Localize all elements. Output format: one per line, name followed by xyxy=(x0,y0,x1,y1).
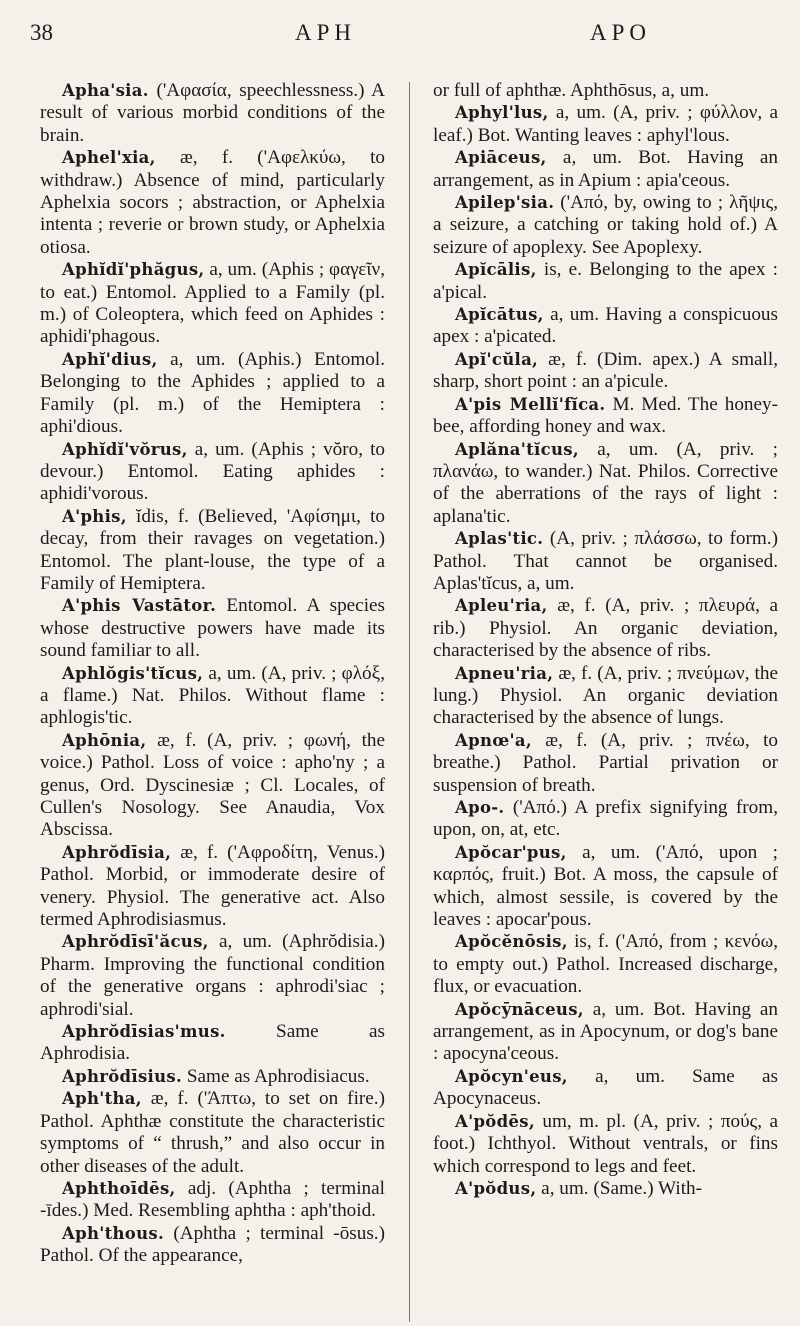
running-head-right: APO xyxy=(590,20,652,45)
entry-headword: Aph'tha, xyxy=(62,1089,142,1109)
entry-definition: (Aphtha ; terminal -ōsus.) Pathol. Of the appearance, xyxy=(40,1222,385,1267)
dictionary-entry xyxy=(433,528,778,595)
entry-headword: Aph'thous. xyxy=(62,1223,165,1243)
entry-definition: a, um. Bot. Having an arrangement, as in Apocynum, or dog's bane : apocyna'ceous. xyxy=(433,998,779,1065)
entry-headword: A'pis Mellĭ'fĭca. xyxy=(455,394,606,414)
dictionary-entry xyxy=(40,1066,385,1088)
dictionary-entry xyxy=(433,147,778,192)
entry-headword: Apŏcar'pus, xyxy=(455,842,567,862)
dictionary-entry xyxy=(40,1088,385,1178)
dictionary-entry xyxy=(433,1066,778,1111)
entry-definition: M. Med. The honey-bee, affording honey and wax. xyxy=(433,393,779,438)
entry-headword: Aplas'tic. xyxy=(455,529,544,549)
dictionary-entry xyxy=(433,595,778,662)
dictionary-entry xyxy=(433,80,778,102)
dictionary-entry xyxy=(433,304,778,349)
dictionary-entry xyxy=(433,1178,778,1200)
entry-headword: Aphrŏdīsia, xyxy=(62,842,172,862)
entry-definition: a, um. Bot. Having an arrangement, as in Apium : apia'ceous. xyxy=(433,147,779,191)
entry-definition: um, m. pl. (A, priv. ; πούς, a foot.) Ichthyol. Without ventrals, or fins which correspond to legs and feet. xyxy=(433,1110,778,1177)
entry-definition: adj. (Aphtha ; terminal -īdes.) Med. Resembling aphtha : aph'thoid. xyxy=(40,1177,385,1222)
entry-headword: Apiāceus, xyxy=(455,148,547,168)
dictionary-entry xyxy=(433,394,778,439)
entry-headword: Aphrŏdīsī'ăcus, xyxy=(62,932,209,952)
entry-definition: a, um. (A, priv. ; φλόξ, a flame.) Nat. Philos. Without flame : aphlogis'tic. xyxy=(40,662,385,729)
entry-definition: æ, f. ('Αφροδίτη, Venus.) Pathol. Morbid, or immoderate desire of venery. Physiol. The generative act. Also termed Aphrodisiasmus. xyxy=(40,841,385,931)
entry-definition: ('Από, by, owing to ; λῆψις, a seizure, a catching or taking hold of.) A seizure of apoplexy. See Apoplexy. xyxy=(433,192,778,258)
entry-headword: Apilep'sia. xyxy=(455,193,555,213)
dictionary-entry xyxy=(40,80,385,147)
dictionary-entry xyxy=(40,730,385,842)
dictionary-entry xyxy=(433,259,778,304)
entry-definition: ('Αφασία, speechlessness.) A result of various morbid conditions of the brain. xyxy=(40,80,385,146)
dictionary-entry xyxy=(433,1111,778,1178)
dictionary-entry xyxy=(40,506,385,596)
entry-headword: Aphel'xia, xyxy=(62,148,156,168)
page-header xyxy=(30,12,760,52)
entry-definition: æ, f. (Dim. apex.) A small, sharp, short point : an a'picule. xyxy=(433,348,779,393)
dictionary-entry xyxy=(433,663,778,730)
dictionary-entry xyxy=(433,931,778,998)
entry-definition: Same as Aphrodisia. xyxy=(40,1021,385,1065)
dictionary-entry xyxy=(40,1021,385,1066)
entry-headword: Aphrŏdīsius. xyxy=(62,1066,183,1086)
entry-headword: Aphlŏgis'tĭcus, xyxy=(62,663,204,683)
entry-headword: A'phis Vastātor. xyxy=(62,596,217,616)
entry-headword: Aphĭdĭ'vŏrus, xyxy=(62,439,188,459)
dictionary-entry xyxy=(433,730,778,797)
entry-definition: æ, f. (A, priv. ; φωνή, the voice.) Pathol. Loss of voice : apho'ny ; a genus, Ord. Dyscinesiæ ; Cl. Locales, of Cullen's Nosology. See Anaudia, Vox Abscissa. xyxy=(40,729,386,841)
entry-definition: a, um. (Aphis ; φαγεῖν, to eat.) Entomol. Applied to a Family (pl. m.) of Coleoptera, which feed on Aphides : aphidi'phagous. xyxy=(40,259,385,348)
entry-definition: Same as Aphrodisiacus. xyxy=(186,1065,370,1087)
entry-headword: Apnœ'a, xyxy=(455,730,532,750)
entry-definition: a, um. (Aphrŏdisia.) Pharm. Improving the functional condition of the generative organs : aphrodi'siac ; aphrodi'sial. xyxy=(40,931,385,1020)
dictionary-entry xyxy=(40,259,385,349)
page-number: 38 xyxy=(30,20,53,45)
entry-definition: æ, f. (A, priv. ; πνέω, to breathe.) Pathol. Partial privation or suspension of breath. xyxy=(433,729,778,796)
entry-headword: A'phis, xyxy=(62,506,127,526)
entry-definition: a, um. (Same.) With- xyxy=(541,1177,703,1199)
entry-definition: æ, f. (A, priv. ; πνεύμων, the lung.) Physiol. An organic deviation characterised by the absence of lungs. xyxy=(433,662,779,729)
dictionary-entry xyxy=(40,147,385,259)
entry-definition: is, f. ('Από, from ; κενόω, to empty out.) Pathol. Increased discharge, flux, or evacuation. xyxy=(433,931,778,998)
entry-headword: Apĭcātus, xyxy=(455,305,544,325)
entry-headword: Aphōnia, xyxy=(62,730,147,750)
entry-headword: Aphĭ'dius, xyxy=(62,349,158,369)
entry-headword: Aphĭdĭ'phăgus, xyxy=(62,260,205,280)
dictionary-entry xyxy=(40,842,385,932)
entry-headword: A'pŏdēs, xyxy=(455,1111,535,1131)
entry-headword: Apŏcĕnōsis, xyxy=(455,932,568,952)
entry-headword: Apleu'ria, xyxy=(455,596,548,616)
entry-definition: Entomol. A species whose destructive powers have made its sound familiar to all. xyxy=(40,595,386,662)
entry-definition: a, um. ('Από, upon ; καρπός, fruit.) Bot. A moss, the capsule of which, almost sessile, is covered by the leaves : apocar'pous. xyxy=(433,841,778,931)
running-head-left: APH xyxy=(295,20,357,45)
entry-headword: A'pŏdus, xyxy=(455,1178,537,1198)
entry-definition: a, um. (A, priv. ; φύλλον, a leaf.) Bot. Wanting leaves : aphyl'lous. xyxy=(433,102,779,146)
entry-definition: a, um. (Aphis ; vŏro, to devour.) Entomol. Eating aphides : aphidi'vorous. xyxy=(40,438,386,505)
entry-definition: æ, f. ('Αφελκύω, to withdraw.) Absence of mind, particularly Aphelxia socors ; abstraction, or Aphelxia intenta ; reverie or brown study, or Aphelxia otiosa. xyxy=(40,147,386,258)
entry-definition: ('Από.) A prefix signifying from, upon, on, at, etc. xyxy=(433,797,779,841)
dictionary-entry xyxy=(40,931,385,1021)
entry-headword: Apneu'ria, xyxy=(455,663,554,683)
dictionary-entry xyxy=(40,439,385,506)
entry-headword: Apĭcālis, xyxy=(455,260,537,280)
dictionary-entry xyxy=(40,1178,385,1223)
entry-definition: a, um. (Aphis.) Entomol. Belonging to the Aphides ; applied to a Family (pl. m.) of the Hemiptera : aphi'dious. xyxy=(40,348,385,438)
dictionary-entry xyxy=(433,439,778,529)
dictionary-entry xyxy=(433,192,778,259)
entry-headword: Aplăna'tĭcus, xyxy=(455,439,579,459)
entry-definition: a, um. Having a conspicuous apex : a'picated. xyxy=(433,304,778,348)
entry-definition: æ, f. ('Άπτω, to set on fire.) Pathol. Aphthæ constitute the characteristic symptoms of “ thrush,” and also occur in other diseases of the adult. xyxy=(40,1088,385,1177)
dictionary-entry xyxy=(40,349,385,439)
entry-headword: Apŏcȳnāceus, xyxy=(455,999,584,1019)
entry-definition: (A, priv. ; πλάσσω, to form.) Pathol. That cannot be organised. Aplas'tĭcus, a, um. xyxy=(433,528,778,594)
entry-headword: Aphyl'lus, xyxy=(455,103,549,123)
right-column xyxy=(433,80,778,1200)
dictionary-entry xyxy=(40,595,385,662)
entry-headword: Aphthoīdēs, xyxy=(62,1178,176,1198)
dictionary-entry xyxy=(40,663,385,730)
dictionary-entry xyxy=(433,842,778,932)
entry-definition: ĭdis, f. (Believed, 'Αφίσημι, to decay, from their ravages on vegetation.) Entomol. The plant-louse, the type of a Family of Hemiptera. xyxy=(40,505,385,594)
entry-definition: a, um. (A, priv. ; πλανάω, to wander.) Nat. Philos. Corrective of the aberrations of the rays of light : aplana'tic. xyxy=(433,438,778,527)
entry-definition: a, um. Same as Apocynaceus. xyxy=(433,1065,779,1110)
entry-definition: or full of aphthæ. Aphthōsus, a, um. xyxy=(433,80,710,101)
entry-headword: Aphrŏdīsias'mus. xyxy=(62,1022,226,1042)
entry-definition: is, e. Belonging to the apex : a'pical. xyxy=(433,259,778,303)
dictionary-entry xyxy=(433,349,778,394)
entry-headword: Apo-. xyxy=(455,798,505,817)
entry-headword: Apha'sia. xyxy=(62,81,149,100)
dictionary-entry xyxy=(433,797,778,842)
entry-headword: Apŏcyn'eus, xyxy=(455,1066,568,1086)
dictionary-entry xyxy=(433,102,778,147)
entry-headword: Apĭ'cŭla, xyxy=(455,349,539,369)
dictionary-entry xyxy=(40,1223,385,1268)
dictionary-entry xyxy=(433,999,778,1066)
left-column xyxy=(40,80,385,1268)
entry-definition: æ, f. (A, priv. ; πλευρά, a rib.) Physiol. An organic deviation, characterised by the absence of ribs. xyxy=(433,595,778,662)
column-divider xyxy=(409,82,410,1322)
